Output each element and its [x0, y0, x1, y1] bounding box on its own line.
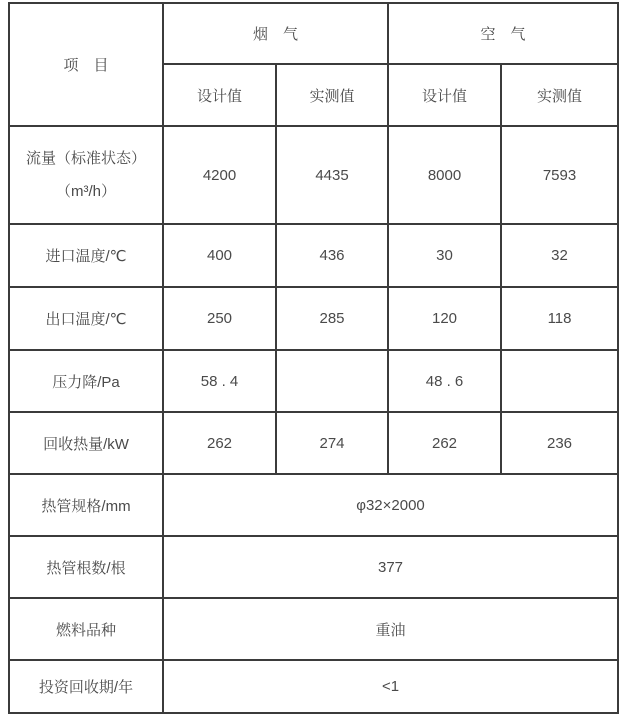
table-row-inlet-temp [9, 224, 618, 287]
row-label-outlet-temp: 出口温度/℃ [9, 287, 163, 350]
table-row-outlet-temp [9, 287, 618, 350]
row-label-pressure-drop: 压力降/Pa [9, 350, 163, 412]
header-air-cell: 空 气 [388, 3, 618, 64]
header-flue-gas-cell: 烟 气 [163, 3, 388, 64]
cell-pressure-flue-measured [276, 350, 388, 412]
cell-outlet-air-design: 120 [388, 287, 501, 350]
header-item-cell: 项 目 [9, 3, 163, 126]
header-air-design-cell: 设计值 [388, 64, 501, 126]
table-row-recovered-heat [9, 412, 618, 474]
cell-heat-air-measured: 236 [501, 412, 618, 474]
table-row-fuel-type [9, 598, 618, 660]
cell-outlet-air-measured: 118 [501, 287, 618, 350]
table-row-pipe-spec [9, 474, 618, 536]
row-label-recovered-heat: 回收热量/kW [9, 412, 163, 474]
row-label-fuel-type: 燃料品种 [9, 598, 163, 660]
row-label-inlet-temp: 进口温度/℃ [9, 224, 163, 287]
cell-pressure-air-measured [501, 350, 618, 412]
row-label-payback-period: 投资回收期/年 [9, 660, 163, 713]
cell-heat-flue-measured: 274 [276, 412, 388, 474]
cell-payback-period-value: <1 [163, 660, 618, 713]
cell-heat-flue-design: 262 [163, 412, 276, 474]
header-air-measured-cell: 实测值 [501, 64, 618, 126]
cell-flow-flue-design: 4200 [163, 126, 276, 224]
cell-flow-flue-measured: 4435 [276, 126, 388, 224]
row-label-flow-line1: 流量（标准状态） [25, 150, 146, 167]
row-label-flow-line2: （m³/h） [55, 183, 116, 200]
cell-flow-air-design: 8000 [388, 126, 501, 224]
cell-pressure-flue-design: 58 . 4 [163, 350, 276, 412]
table-row-flow [9, 126, 618, 224]
row-label-pipe-count: 热管根数/根 [9, 536, 163, 598]
header-flue-design-cell: 设计值 [163, 64, 276, 126]
cell-heat-air-design: 262 [388, 412, 501, 474]
cell-inlet-flue-design: 400 [163, 224, 276, 287]
cell-pipe-spec-value: φ32×2000 [163, 474, 618, 536]
cell-outlet-flue-design: 250 [163, 287, 276, 350]
cell-fuel-type-value: 重油 [163, 598, 618, 660]
table-row-pressure-drop [9, 350, 618, 412]
table-row-pipe-count [9, 536, 618, 598]
cell-outlet-flue-measured: 285 [276, 287, 388, 350]
row-label-pipe-spec: 热管规格/mm [9, 474, 163, 536]
table-row-payback-period [9, 660, 618, 713]
header-row-groups [9, 3, 618, 64]
row-label-flow [9, 126, 163, 224]
cell-inlet-air-design: 30 [388, 224, 501, 287]
cell-pressure-air-design: 48 . 6 [388, 350, 501, 412]
cell-flow-air-measured: 7593 [501, 126, 618, 224]
spec-table [8, 2, 619, 714]
cell-inlet-flue-measured: 436 [276, 224, 388, 287]
cell-pipe-count-value: 377 [163, 536, 618, 598]
cell-inlet-air-measured: 32 [501, 224, 618, 287]
header-flue-measured-cell: 实测值 [276, 64, 388, 126]
